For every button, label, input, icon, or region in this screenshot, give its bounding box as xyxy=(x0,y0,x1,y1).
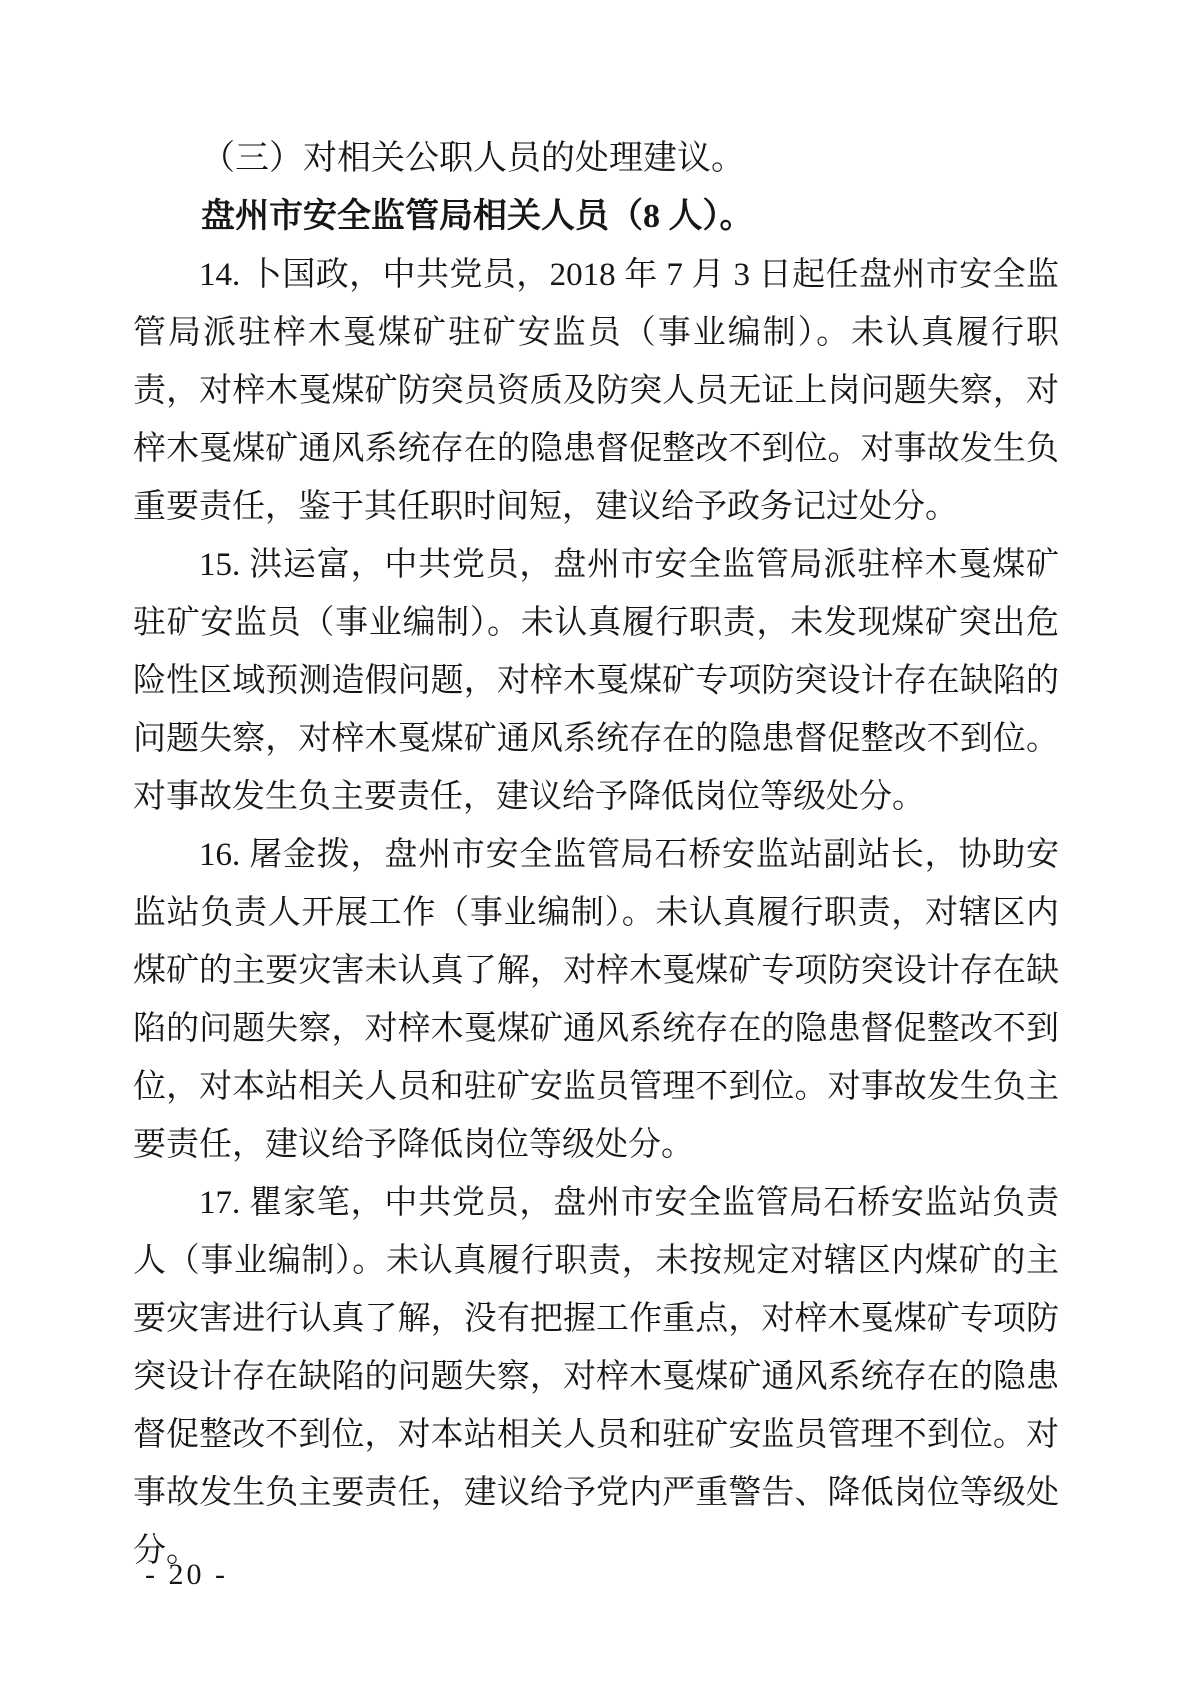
section-heading: （三）对相关公职人员的处理建议。 xyxy=(201,140,745,177)
paragraph-item-14: 14. 卜国政，中共党员，2018 年 7 月 3 日起任盘州市安全监管局派驻梓木戛煤矿驻矿安监员（事业编制）。未认真履行职责，对梓木戛煤矿防突员资质及防突人员无证上岗问题失察，对梓木戛煤矿通风系统存在的隐患督促整改不到位。对事故发生负重要责任，鉴于其任职时间短，建议给予政务记过处分。 xyxy=(133,257,1059,525)
document-body xyxy=(133,130,1059,1580)
paragraph-item-15: 15. 洪运富，中共党员，盘州市安全监管局派驻梓木戛煤矿驻矿安监员（事业编制）。未认真履行职责，未发现煤矿突出危险性区域预测造假问题，对梓木戛煤矿专项防突设计存在缺陷的问题失察，对梓木戛煤矿通风系统存在的隐患督促整改不到位。对事故发生负主要责任，建议给予降低岗位等级处分。 xyxy=(133,547,1059,815)
paragraph-item-16: 16. 屠金拨，盘州市安全监管局石桥安监站副站长，协助安监站负责人开展工作（事业编制）。未认真履行职责，对辖区内煤矿的主要灾害未认真了解，对梓木戛煤矿专项防突设计存在缺陷的问题失察，对梓木戛煤矿通风系统存在的隐患督促整改不到位，对本站相关人员和驻矿安监员管理不到位。对事故发生负主要责任，建议给予降低岗位等级处分。 xyxy=(133,837,1059,1163)
page-number: - 20 - xyxy=(145,1558,228,1591)
paragraph-item-17: 17. 瞿家笔，中共党员，盘州市安全监管局石桥安监站负责人（事业编制）。未认真履行职责，未按规定对辖区内煤矿的主要灾害进行认真了解，没有把握工作重点，对梓木戛煤矿专项防突设计存在缺陷的问题失察，对梓木戛煤矿通风系统存在的隐患督促整改不到位，对本站相关人员和驻矿安监员管理不到位。对事故发生负主要责任，建议给予党内严重警告、降低岗位等级处分。 xyxy=(133,1185,1059,1569)
sub-heading: 盘州市安全监管局相关人员（8 人）。 xyxy=(201,198,754,235)
